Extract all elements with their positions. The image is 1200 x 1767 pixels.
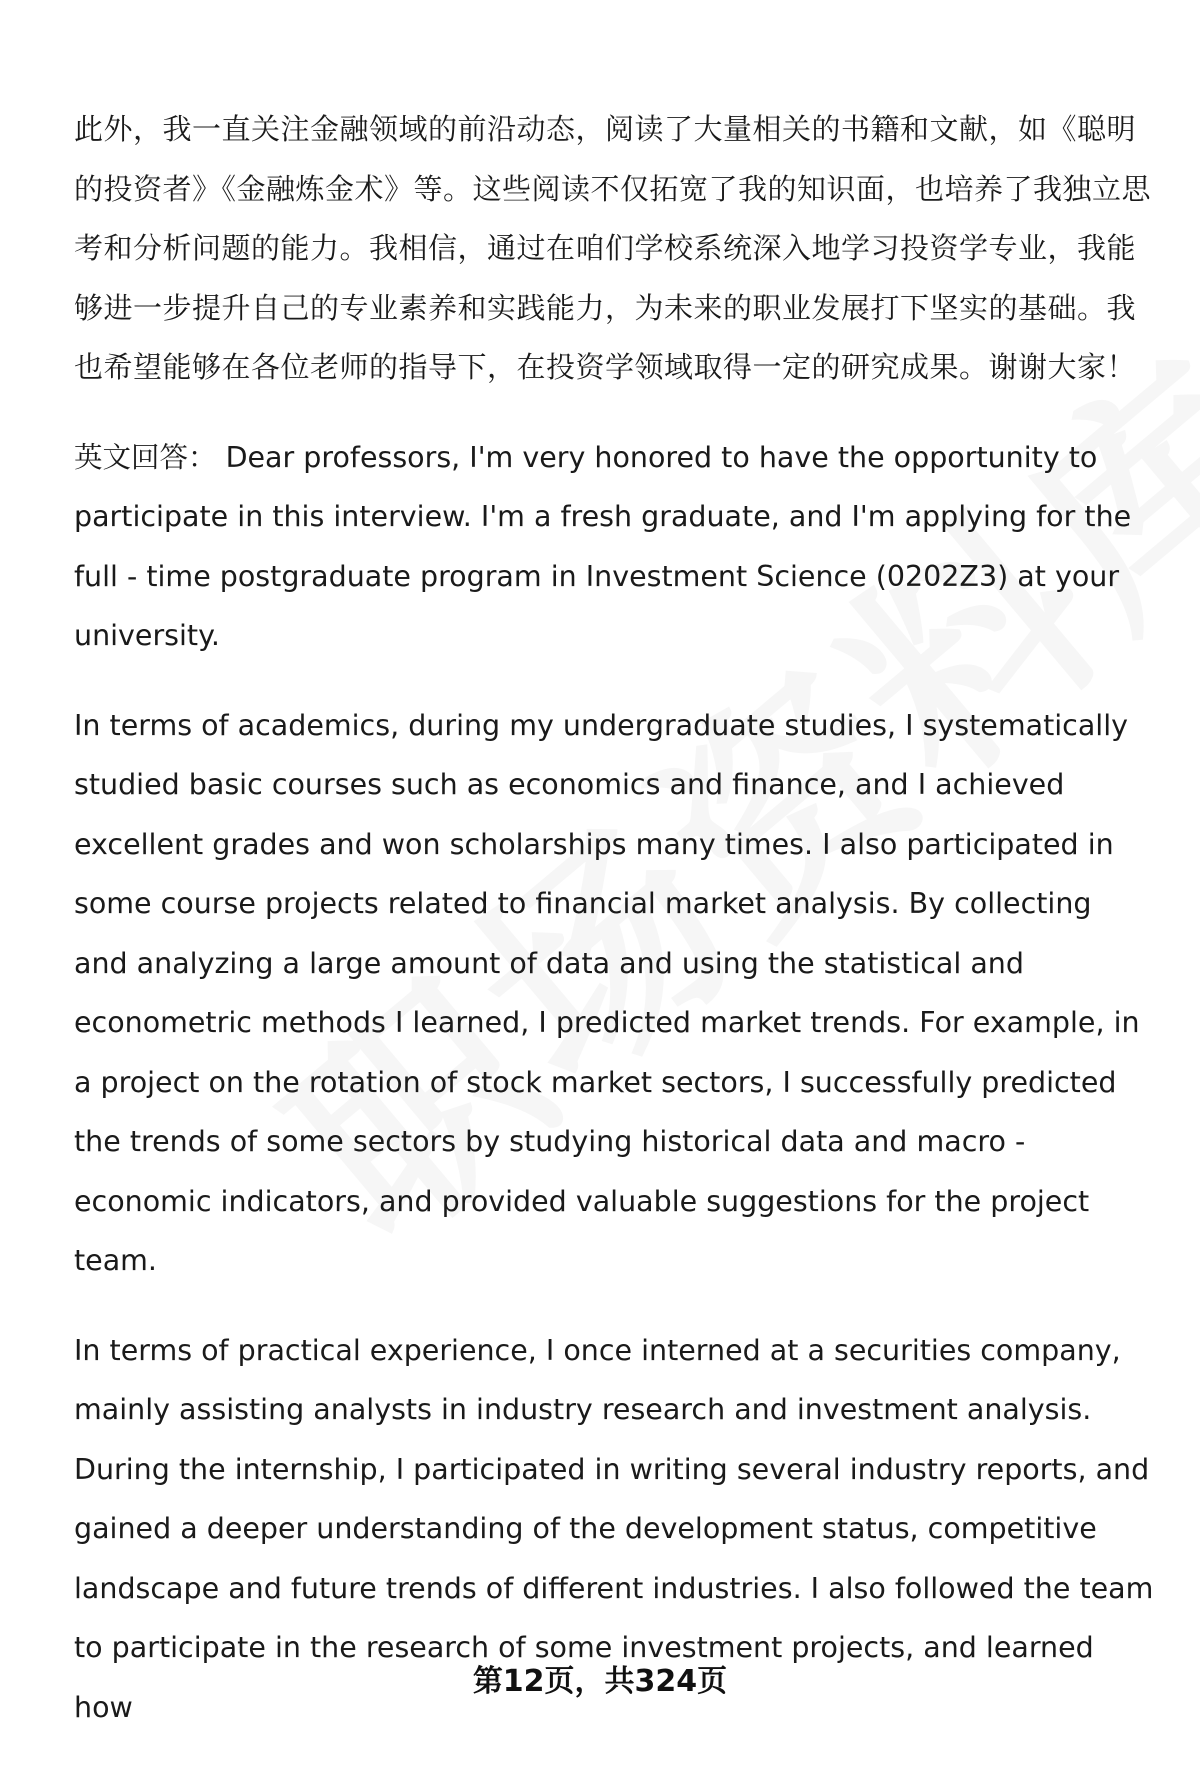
paragraph-chinese-conclusion [74,100,1154,398]
paragraph-text: Dear professors, I'm very honored to have the opportunity to participate in this interview. I'm a fresh graduate, and I'm applying for the full - time postgraduate program in Investment Science (0202Z3) at your university. [74,440,1132,652]
paragraph-text: 此外，我一直关注金融领域的前沿动态，阅读了大量相关的书籍和文献，如《聪明的投资者》《金融炼金术》等。这些阅读不仅拓宽了我的知识面，也培养了我独立思考和分析问题的能力。我相信，通过在咱们学校系统深入地学习投资学专业，我能够进一步提升自己的专业素养和实践能力，为未来的职业发展打下坚实的基础。我也希望能够在各位老师的指导下，在投资学领域取得一定的研究成果。谢谢大家！ [74,112,1152,384]
paragraph-text: In terms of academics, during my undergraduate studies, I systematically studied basic courses such as economics and finance, and I achieved excellent grades and won scholarships many times. I also participated in some course projects related to financial market analysis. By collecting and analyzing a large amount of data and using the statistical and econometric methods I learned, I predicted market trends. For example, in a project on the rotation of stock market sectors, I successfully predicted the trends of some sectors by studying historical data and macro - economic indicators, and provided valuable suggestions for the project team. [74,708,1140,1277]
answer-label: 英文回答： [74,440,217,474]
paragraph-academics [74,696,1154,1291]
paragraph-english-intro [74,428,1154,666]
paragraph-text: In terms of practical experience, I once interned at a securities company, mainly assisting analysts in industry research and investment analysis. During the internship, I participated in writing several industry reports, and gained a deeper understanding of the development status, competitive landscape and future trends of different industries. I also followed the team to participate in the research of some investment projects, and learned how [74,1333,1154,1724]
page-number: 第12页，共324页 [472,1664,728,1699]
document-body [74,100,1154,1767]
